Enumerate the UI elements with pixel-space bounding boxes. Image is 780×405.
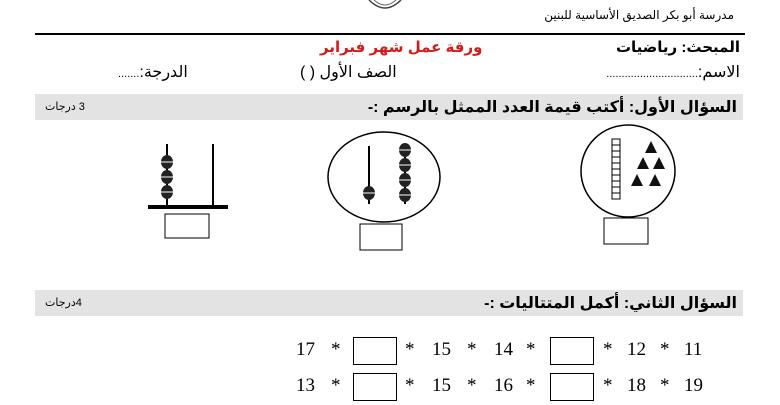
sequence-number: 18 [627,375,646,396]
sequence-separator: * [526,375,536,396]
subject-label: المبحث: رياضيات [615,39,740,56]
sequence-separator: * [660,339,670,360]
tens-rod-cell [612,139,620,145]
sequence-blank-box[interactable] [353,373,397,401]
unit-triangle [653,157,665,169]
unit-triangle [645,141,657,153]
sequence-separator: * [603,339,613,360]
sequence-blank-box[interactable] [353,337,397,365]
score-dots: ....... [118,68,140,80]
sequence-number: 15 [432,339,451,360]
sequence-blank-box[interactable] [550,337,594,365]
question1-title: السؤال الأول: أكتب قيمة العدد الممثل بالرسم :- [367,99,737,116]
circle-abacus-drawing [328,132,440,250]
abacus-stand-drawing [148,144,228,238]
sequence-separator: * [603,375,613,396]
name-dots: .............................. [606,68,698,80]
sequence-separator: * [405,339,415,360]
sequence-number: 12 [627,339,646,360]
tens-rod-cell [612,157,620,163]
question2-header [35,290,743,316]
sequence-row-1 [0,337,780,367]
item1-circle [581,125,675,217]
score-label: الدرجة: [139,64,188,81]
sequence-separator: * [405,375,415,396]
sequence-separator: * [331,339,341,360]
answer-box-1[interactable] [604,218,648,244]
tens-rod-cell [612,175,620,181]
sequence-number: 13 [296,375,315,396]
sequence-number: 15 [432,375,451,396]
tens-rod-cell [612,169,620,175]
sequence-blank-box[interactable] [550,373,594,401]
sequence-separator: * [660,375,670,396]
tens-rod-cell [612,151,620,157]
abacus-beads [161,155,173,199]
school-name: مدرسة أبو بكر الصديق الأساسية للبنين [544,8,734,22]
unit-triangle [637,157,649,169]
sequence-number: 17 [296,339,315,360]
sequence-number: 14 [494,339,513,360]
sequence-separator: * [331,375,341,396]
tens-rod-cell [612,193,620,199]
tens-rod [612,139,620,199]
unit-triangle [631,174,643,186]
name-label: الاسم: [697,64,740,81]
grade-label: الصف الأول ( ) [300,64,397,81]
abacus-beads [363,143,411,202]
sequence-separator: * [467,339,477,360]
tens-rod-cell [612,187,620,193]
answer-box-3[interactable] [165,214,209,238]
tens-and-units-drawing [581,125,675,244]
sequence-separator: * [526,339,536,360]
tens-rod-cell [612,181,620,187]
tens-rod-cell [612,163,620,169]
question1-marks: 3 درجات [45,101,85,113]
unit-triangle [649,174,661,186]
worksheet-title: ورقة عمل شهر فبراير [320,39,483,56]
tens-rod-cell [612,145,620,151]
sequence-number: 19 [684,375,703,396]
question2-title: السؤال الثاني: أكمل المتتاليات :- [484,295,737,312]
answer-box-2[interactable] [360,224,402,250]
sequence-number: 16 [494,375,513,396]
question2-marks: 4درجات [45,297,82,309]
units-triangles [631,141,665,186]
sequence-row-2 [0,373,780,403]
sequence-number: 11 [684,339,703,360]
sequence-separator: * [467,375,477,396]
item2-circle [328,132,440,222]
